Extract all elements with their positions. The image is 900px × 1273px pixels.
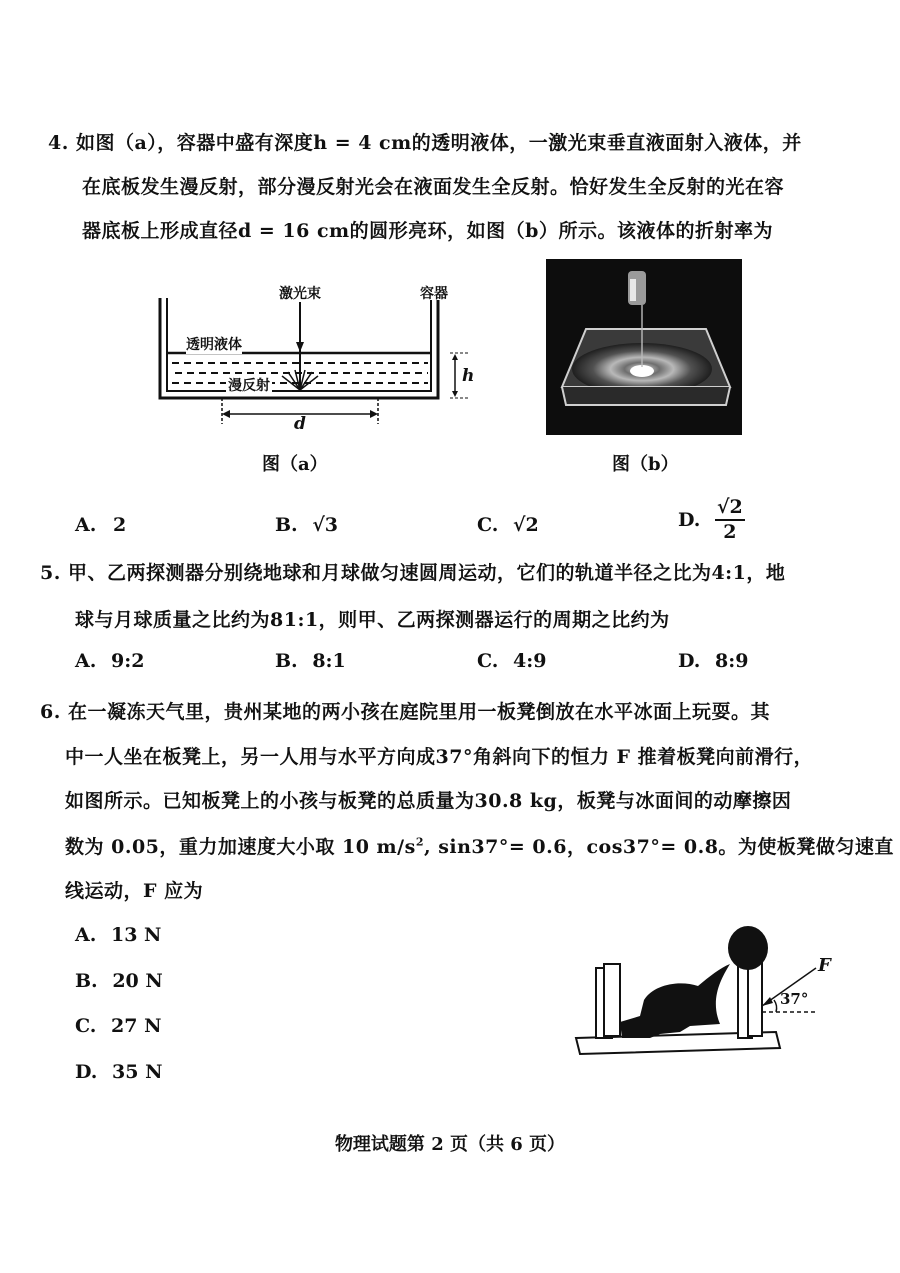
q5-option-b [275,650,346,672]
q4-option-a [75,514,126,536]
q4-option-c [477,514,539,536]
fraction-denominator: 2 [723,521,737,543]
q6-line-4-part-a: 数为 0.05，重力加速度大小取 10 m/s [65,836,416,858]
q4-line-3: 器底板上形成直径d = 16 cm的圆形亮环，如图（b）所示。该液体的折射率为 [82,220,773,242]
superscript: 2 [415,835,424,849]
option-value: 27 N [111,1015,162,1037]
q6-option-d [75,1061,162,1083]
option-letter: C. [477,650,499,672]
option-letter: A. [75,514,97,536]
option-value: 8:1 [312,650,346,672]
laser-beam-label: 激光束 [279,286,321,302]
option-value: 13 N [110,924,162,946]
angle-label: 37° [780,990,809,1008]
option-letter: A. [75,650,97,672]
q4-option-d [678,498,745,542]
container-label: 容器 [420,286,448,302]
figure-a-diagram [150,280,490,440]
q6-line-4-part-b: , sin37°= 0.6，cos37°= 0.8。为使板凳做匀速直 [423,836,894,858]
q6-line-5: 线运动，F 应为 [65,880,204,902]
option-value: 2 [112,514,127,536]
page-footer: 物理试题第 2 页（共 6 页） [334,1134,566,1155]
q6-option-b [75,970,163,992]
option-letter: D. [75,1061,98,1083]
q5-option-a [75,650,144,672]
q6-line-4 [65,832,894,859]
figure-b-caption: 图（b） [612,454,679,475]
figure-a-caption: 图（a） [262,454,328,475]
option-value: 35 N [112,1061,163,1083]
q4-option-b [275,514,338,536]
option-value: 20 N [112,970,163,992]
option-value: 4:9 [513,650,547,672]
option-letter: D. [678,509,701,531]
fraction [715,498,745,542]
option-letter: B. [75,970,98,992]
option-letter: D. [678,650,701,672]
option-value: √3 [312,514,339,536]
q6-option-c [75,1015,161,1037]
option-value: 8:9 [715,650,749,672]
d-label: d [294,414,306,434]
q5-line-2: 球与月球质量之比约为81:1，则甲、乙两探测器运行的周期之比约为 [75,609,670,631]
q6-line-1: 6. 在一凝冻天气里，贵州某地的两小孩在庭院里用一板凳倒放在水平冰面上玩耍。其 [40,701,770,723]
q5-option-c [477,650,547,672]
option-letter: A. [75,924,97,946]
fraction-numerator: √2 [715,498,745,521]
option-letter: C. [477,514,499,536]
h-label: h [462,366,475,386]
q5-option-d [678,650,749,672]
option-value: 9:2 [110,650,145,672]
q6-line-2: 中一人坐在板凳上，另一人用与水平方向成37°角斜向下的恒力 F 推着板凳向前滑行， [65,746,814,768]
option-letter: B. [275,514,298,536]
option-value: √2 [513,514,539,536]
figure-b-photo [546,259,742,435]
diffuse-reflection-label: 漫反射 [226,375,272,395]
liquid-label: 透明液体 [186,334,242,354]
q5-line-1: 5. 甲、乙两探测器分别绕地球和月球做匀速圆周运动，它们的轨道半径之比为4:1，地 [40,562,786,584]
q6-option-a [75,924,161,946]
q4-line-2: 在底板发生漫反射，部分漫反射光会在液面发生全反射。恰好发生全反射的光在容 [82,176,785,198]
option-letter: B. [275,650,298,672]
force-label: F [818,955,831,976]
option-letter: C. [75,1015,97,1037]
q4-line-1: 4. 如图（a），容器中盛有深度h = 4 cm的透明液体，一激光束垂直液面射入液体，并 [48,132,802,154]
q6-line-3: 如图所示。已知板凳上的小孩与板凳的总质量为30.8 kg，板凳与冰面间的动摩擦因 [65,790,792,812]
